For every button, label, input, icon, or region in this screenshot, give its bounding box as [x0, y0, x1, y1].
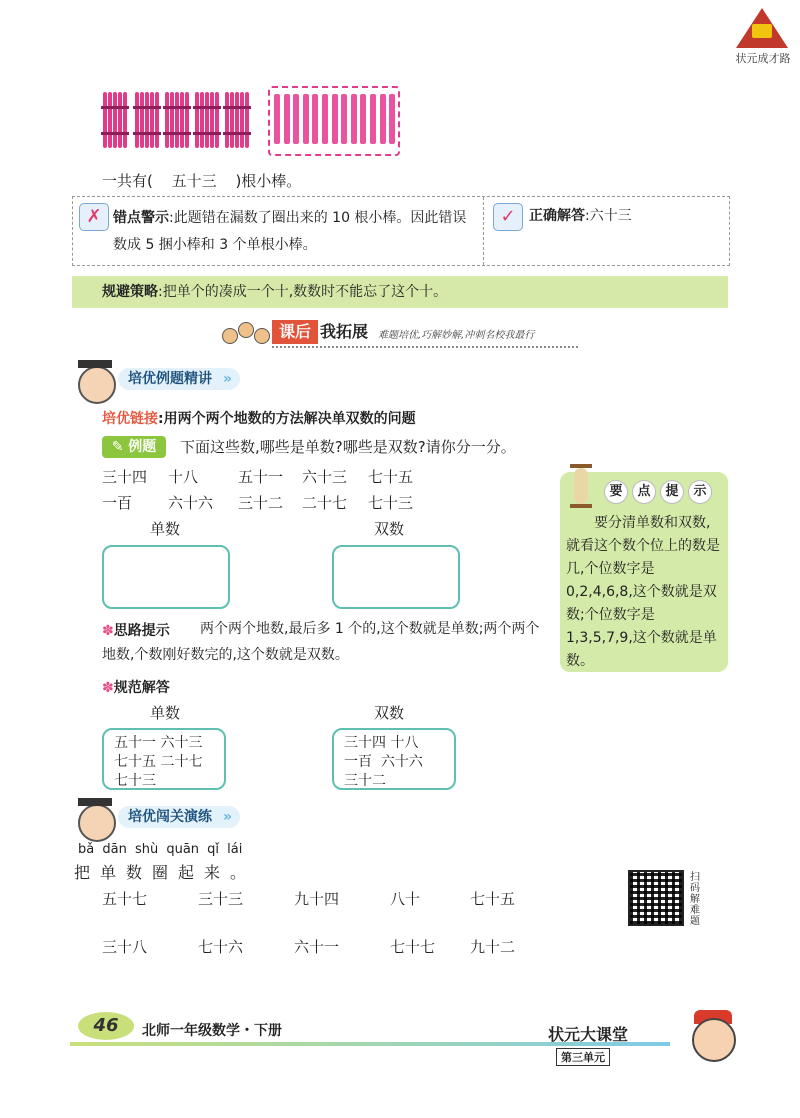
strategy-text: :把单个的凑成一个十,数数时不能忘了这个十。: [158, 284, 448, 300]
stick-band: [133, 132, 161, 135]
title-char: 提: [660, 480, 684, 504]
stick: [135, 92, 139, 148]
teacher-avatar-icon: [78, 366, 116, 404]
title-char: 要: [604, 480, 628, 504]
drill-number[interactable]: 九十四: [294, 890, 340, 908]
flower-icon: ✽: [102, 680, 114, 696]
answer-even-label: 双数: [374, 704, 405, 722]
stick: [225, 92, 229, 148]
answer-line: 三十四 十八: [344, 735, 419, 751]
stick: [200, 92, 204, 148]
answer-odd-box: [102, 728, 226, 790]
crown-icon: [752, 24, 772, 38]
single-stick: [370, 94, 376, 144]
answer-title: [102, 677, 170, 697]
stick: [150, 92, 154, 148]
stick: [140, 92, 144, 148]
answer-line: 一百 六十六: [344, 754, 423, 770]
stick-band: [193, 106, 221, 109]
number-item: 六十三: [302, 468, 348, 486]
stick: [145, 92, 149, 148]
drill-number[interactable]: 九十二: [470, 938, 516, 956]
graduation-cap-icon: [78, 360, 112, 368]
stick: [113, 92, 117, 148]
stick: [165, 92, 169, 148]
mascot-icon: [692, 1018, 736, 1062]
number-item: 三十二: [238, 494, 284, 512]
stick: [103, 92, 107, 148]
count-prefix: 一共有(: [102, 172, 153, 190]
link-text: :用两个两个地数的方法解决单双数的问题: [158, 411, 416, 427]
stick: [123, 92, 127, 148]
answer-line: 五十一 六十三: [114, 735, 203, 751]
drill-number[interactable]: 三十八: [102, 938, 148, 956]
single-stick: [322, 94, 328, 144]
stick-bundle: [164, 92, 190, 150]
kids-illustration-icon: [220, 318, 270, 348]
link-label: 培优链接: [102, 411, 158, 427]
single-stick: [341, 94, 347, 144]
check-icon: ✓: [493, 203, 523, 231]
drill-number[interactable]: 七十五: [470, 890, 516, 908]
instruction-pinyin: bǎ dān shù quān qǐ lái: [78, 842, 243, 857]
correct-text: [529, 205, 632, 225]
number-item: 七十三: [368, 494, 414, 512]
drill-number[interactable]: 八十: [390, 890, 421, 908]
single-stick: [351, 94, 357, 144]
count-suffix: )根小棒。: [235, 172, 302, 190]
answer-even-box: [332, 728, 456, 790]
stick: [240, 92, 244, 148]
banner-divider: [272, 346, 578, 348]
stick-bundle: [102, 92, 128, 150]
number-item: 三十四: [102, 468, 148, 486]
single-stick: [284, 94, 290, 144]
stick: [155, 92, 159, 148]
hint-body: 两个两个地数,最后多 1 个的,这个数就是单数;两个两个地数,个数刚好数完的,这个数就是双数。: [102, 621, 540, 663]
single-stick: [380, 94, 386, 144]
strategy-bar: [72, 276, 728, 308]
even-label: 双数: [374, 520, 405, 538]
drill-heading: 培优闯关演练 »: [118, 806, 240, 828]
example-heading-text: 培优例题精讲: [128, 371, 212, 387]
stick: [175, 92, 179, 148]
single-stick: [312, 94, 318, 144]
number-item: 十八: [168, 468, 199, 486]
title-char: 点: [632, 480, 656, 504]
banner-slogan: 难题培优,巧解妙解,冲刺名校我最行: [378, 330, 535, 341]
single-stick: [332, 94, 338, 144]
stick-bundle: [194, 92, 220, 150]
count-answer: 五十三: [171, 172, 217, 190]
error-body: :此题错在漏数了圈出来的 10 根小棒。因此错误数成 5 捆小棒和 3 个单根小棒。: [113, 210, 467, 253]
stick: [180, 92, 184, 148]
drill-number[interactable]: 七十七: [390, 938, 436, 956]
title-char: 示: [688, 480, 712, 504]
stick: [245, 92, 249, 148]
example-heading: 培优例题精讲 »: [118, 368, 240, 390]
graduation-cap-icon: [78, 798, 112, 806]
answer-title-text: 规范解答: [113, 680, 170, 696]
error-warning-box: [72, 196, 730, 266]
cross-icon: ✗: [79, 203, 109, 231]
instruction-text: 把单数圈起来。: [74, 863, 257, 882]
number-item: 七十五: [368, 468, 414, 486]
stick-band: [223, 106, 251, 109]
drill-heading-text: 培优闯关演练: [128, 809, 212, 825]
number-item: 一百: [102, 494, 133, 512]
answer-odd-label: 单数: [150, 704, 181, 722]
flower-icon: ✽: [102, 623, 114, 639]
correct-body: :六十三: [585, 208, 632, 224]
book-title: 北师一年级数学・下册: [142, 1023, 282, 1039]
stick-band: [163, 106, 191, 109]
stick-band: [101, 132, 129, 135]
single-stick: [293, 94, 299, 144]
stick: [215, 92, 219, 148]
stick: [230, 92, 234, 148]
correct-label: 正确解答: [529, 208, 585, 224]
stick-band: [193, 132, 221, 135]
odd-label: 单数: [150, 520, 181, 538]
stick-band: [223, 132, 251, 135]
single-stick: [303, 94, 309, 144]
banner-title: 我拓展: [320, 322, 369, 341]
stick-band: [163, 132, 191, 135]
odd-answer-box[interactable]: [102, 545, 230, 609]
hourglass-icon: [570, 464, 592, 508]
brand-logo-text: 状元成才路: [735, 52, 791, 65]
banner-red: 课后: [272, 320, 318, 344]
example-question: 下面这些数,哪些是单数?哪些是双数?请你分一分。: [180, 438, 516, 456]
stick-band: [133, 106, 161, 109]
strategy-label: 规避策略: [102, 284, 158, 300]
drill-number[interactable]: 七十六: [198, 938, 244, 956]
stick: [185, 92, 189, 148]
stick: [205, 92, 209, 148]
number-item: 六十六: [168, 494, 214, 512]
stick-band: [101, 106, 129, 109]
stick: [118, 92, 122, 148]
example-badge: ✎ 例题: [102, 436, 166, 458]
error-label: 错点警示: [113, 210, 169, 226]
stick: [235, 92, 239, 148]
single-stick: [360, 94, 366, 144]
error-text: [113, 205, 477, 259]
even-answer-box[interactable]: [332, 545, 460, 609]
example-badge-text: 例题: [128, 439, 157, 455]
number-item: 五十一: [238, 468, 284, 486]
teacher-avatar-icon: [78, 804, 116, 842]
qr-code-icon[interactable]: [628, 870, 684, 926]
drill-number[interactable]: 三十三: [198, 890, 244, 908]
count-line: [102, 170, 301, 191]
qr-label: 扫码解难题: [690, 872, 700, 927]
answer-line: 七十三: [114, 773, 156, 789]
footer-brand: 状元大课堂: [548, 1025, 629, 1044]
page-number: 46: [78, 1012, 134, 1040]
stick: [195, 92, 199, 148]
stick: [210, 92, 214, 148]
answer-line: 七十五 二十七: [114, 754, 203, 770]
stick-bundle: [224, 92, 250, 150]
single-stick: [389, 94, 395, 144]
hint-text: [102, 616, 548, 668]
key-points-text: 要分清单数和双数,就看这个数个位上的数是几,个位数字是 0,2,4,6,8,这个数就是双数;个位数字是 1,3,5,7,9,这个数就是单数。: [566, 515, 720, 669]
answer-line: 三十二: [344, 773, 386, 789]
unit-label: 第三单元: [556, 1048, 610, 1066]
key-points-title: [604, 480, 716, 504]
stick: [108, 92, 112, 148]
stick: [170, 92, 174, 148]
number-item: 二十七: [302, 494, 348, 512]
drill-number[interactable]: 五十七: [102, 890, 148, 908]
stick-bundle: [134, 92, 160, 150]
link-line: [102, 408, 416, 428]
drill-number[interactable]: 六十一: [294, 938, 340, 956]
hint-title-text: 思路提示: [113, 623, 170, 639]
single-stick: [274, 94, 280, 144]
